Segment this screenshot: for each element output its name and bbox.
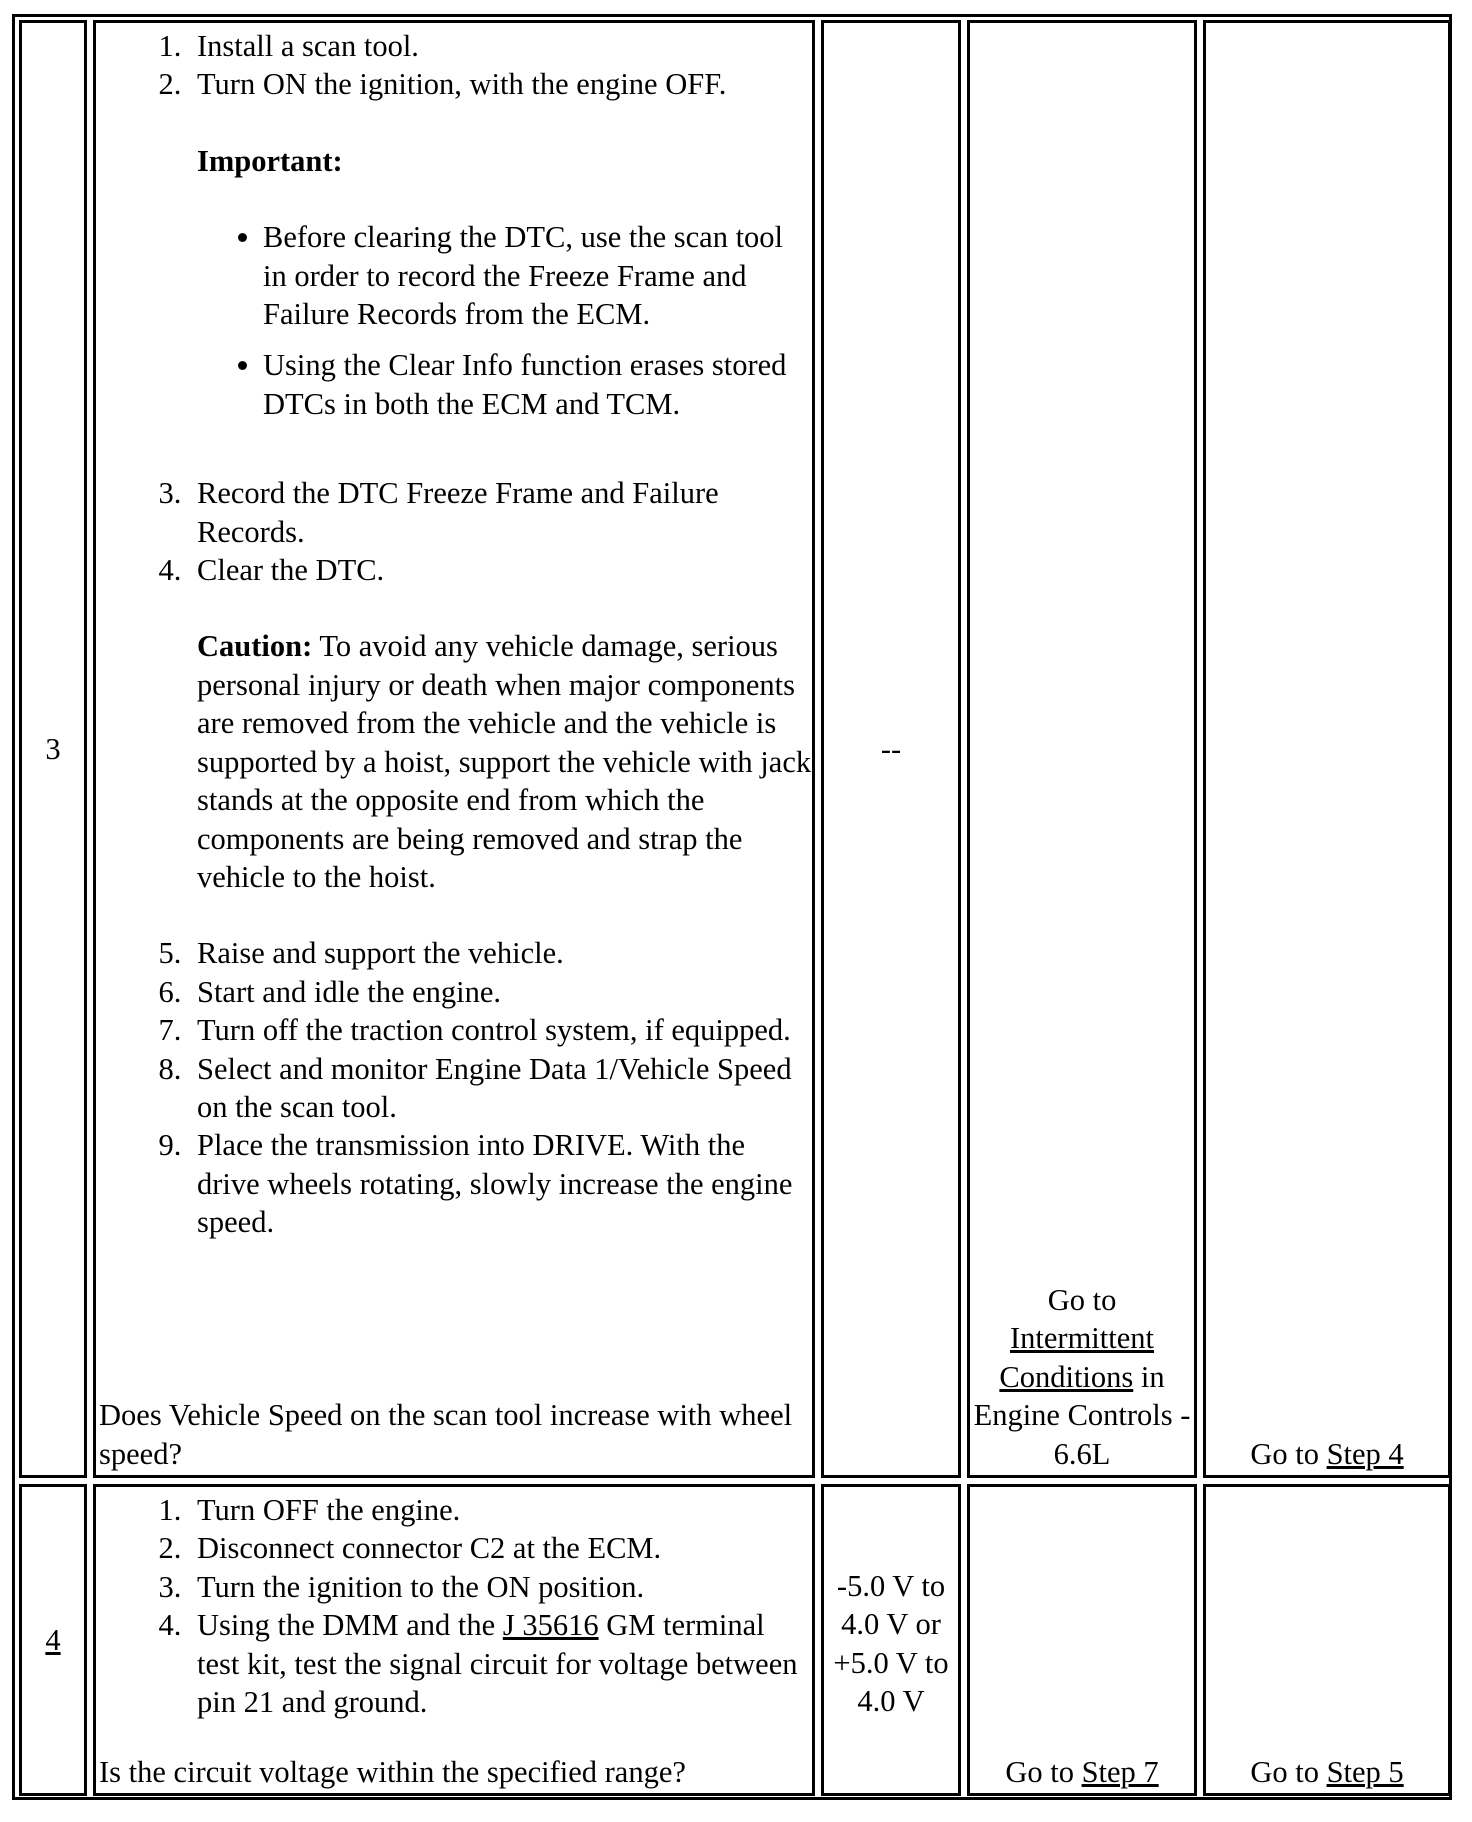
bullet-item: • Before clearing the DTC, use the scan tool in order to record the Freeze Frame and Failure Records from the ECM. xyxy=(263,218,812,333)
action-text: Using the DMM and the xyxy=(197,1608,503,1643)
action-item: 4. Clear the DTC. xyxy=(189,551,812,589)
question: Does Vehicle Speed on the scan tool increase with wheel speed? xyxy=(99,1398,793,1471)
value-cell xyxy=(821,1484,961,1796)
important-bullets xyxy=(197,218,812,423)
action-item: 3. Turn the ignition to the ON position. xyxy=(189,1568,812,1606)
step-4-link[interactable]: Step 4 xyxy=(1326,1436,1404,1471)
j35616-link[interactable]: J 35616 xyxy=(502,1608,599,1643)
yes-cell xyxy=(967,1484,1197,1796)
value-text: -- xyxy=(880,731,902,766)
action-cell xyxy=(93,20,815,1478)
step-number-link[interactable]: 4 xyxy=(45,1622,61,1657)
step-cell xyxy=(19,1484,87,1796)
intermittent-conditions-link[interactable]: Intermittent xyxy=(1010,1321,1154,1356)
no-prefix: Go to xyxy=(1250,1754,1327,1789)
action-text: GM terminal test kit, test the signal circuit for voltage between pin 21 and ground. xyxy=(197,1608,798,1720)
action-item: 1. Turn OFF the engine. xyxy=(189,1491,812,1529)
no-cell xyxy=(1203,20,1451,1478)
action-item: 2. Disconnect connector C2 at the ECM. xyxy=(189,1529,812,1567)
action-list xyxy=(96,474,812,589)
no-prefix: Go to xyxy=(1250,1436,1327,1471)
step-7-link[interactable]: Step 7 xyxy=(1081,1754,1159,1789)
action-item: 9. Place the transmission into DRIVE. With the drive wheels rotating, slowly increase the engine speed. xyxy=(189,1126,812,1241)
question: Is the circuit voltage within the specified range? xyxy=(99,1754,686,1789)
caution-note xyxy=(189,627,812,896)
bullet-item: • Using the Clear Info function erases stored DTCs in both the ECM and TCM. xyxy=(263,346,812,423)
action-item: 8. Select and monitor Engine Data 1/Vehicle Speed on the scan tool. xyxy=(189,1050,812,1127)
yes-prefix: Go to xyxy=(1005,1754,1082,1789)
yes-prefix: Go to xyxy=(1047,1282,1117,1317)
yes-suffix: in Engine Controls - 6.6L xyxy=(973,1359,1191,1471)
action-item xyxy=(189,1606,812,1721)
caution-text: To avoid any vehicle damage, serious personal injury or death when major components are removed from the vehicle and the vehicle is supported by a hoist, support the vehicle with jack stands at the opposite end from which the components are being removed and strap the vehicle to the hoist. xyxy=(197,629,812,894)
action-item: 5. Raise and support the vehicle. xyxy=(189,934,812,972)
step-cell xyxy=(19,20,87,1478)
action-list xyxy=(96,1491,812,1721)
step-number: 3 xyxy=(45,731,61,766)
caution-label: Caution: xyxy=(197,629,313,664)
action-list xyxy=(96,27,812,104)
step-5-link[interactable]: Step 5 xyxy=(1326,1754,1404,1789)
action-item: 6. Start and idle the engine. xyxy=(189,973,812,1011)
action-item: 7. Turn off the traction control system, if equipped. xyxy=(189,1011,812,1049)
value-text: -5.0 V to 4.0 V or +5.0 V to 4.0 V xyxy=(833,1569,949,1719)
no-cell xyxy=(1203,1484,1451,1796)
value-cell xyxy=(821,20,961,1478)
action-item: 1. Install a scan tool. xyxy=(189,27,812,65)
yes-cell xyxy=(967,20,1197,1478)
action-item: 3. Record the DTC Freeze Frame and Failure Records. xyxy=(189,474,812,551)
important-label: Important: xyxy=(197,143,343,178)
action-item: 2. Turn ON the ignition, with the engine OFF. xyxy=(189,65,812,103)
intermittent-conditions-link-2[interactable]: Conditions xyxy=(999,1359,1134,1394)
action-list xyxy=(96,934,812,1241)
action-cell xyxy=(93,1484,815,1796)
important-note xyxy=(189,142,812,423)
